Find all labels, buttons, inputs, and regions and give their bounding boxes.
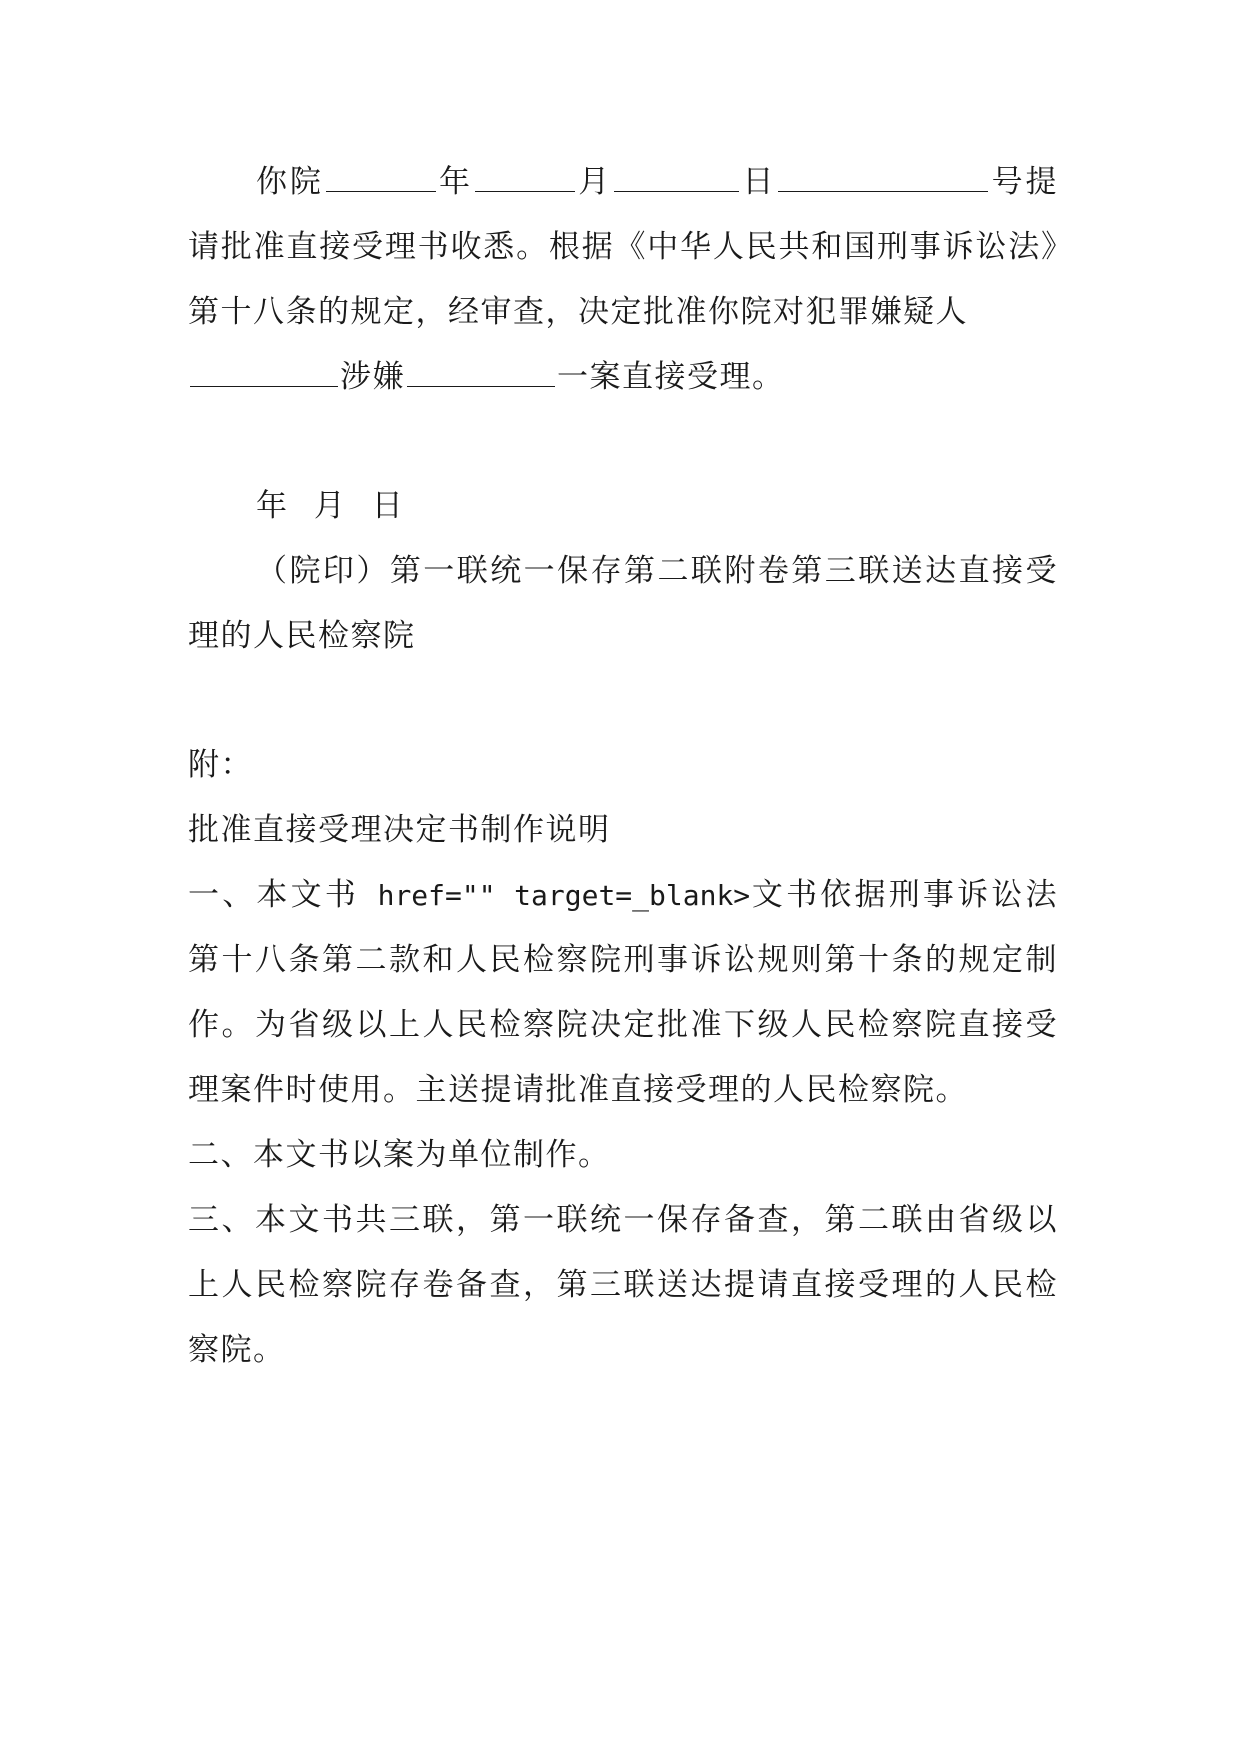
document-page (188, 150, 1058, 1383)
text-year: 年 (437, 164, 473, 200)
text-suspected-of: 涉嫌 (340, 359, 405, 395)
appendix-item-1-rest: 文书依据刑事诉讼法第十八条第二款和人民检察院刑事诉讼规则第十条的规定制作。为省级以上人民检察院决定批准下级人民检察院直接受理案件时使用。主送提请批准直接受理的人民检察院。 (188, 877, 1059, 1108)
appendix-item-3: 三、本文书共三联，第一联统一保存备查，第二联由省级以上人民检察院存卷备查，第三联送达提请直接受理的人民检察院。 (188, 1202, 1058, 1368)
spacer (188, 669, 1058, 733)
blank-year (326, 157, 436, 192)
body-paragraph-1 (188, 150, 1058, 410)
text-day: 日 (741, 164, 777, 200)
text-request-received: 号提请批准直接受理书收悉。根据《中华人民共和国刑事诉讼法》第十八条的规定，经审查，决定批准你院对犯罪嫌疑人 (188, 164, 1059, 330)
appendix-item-1-code: href="" target=_blank> (359, 879, 751, 912)
date-line: 年 月 日 (256, 488, 405, 524)
appendix-label: 附： (188, 747, 253, 783)
blank-month (475, 157, 575, 192)
appendix-title: 批准直接受理决定书制作说明 (188, 812, 611, 848)
text-accept-case: 一案直接受理。 (557, 359, 785, 395)
appendix-item-1-start: 一、本文书 (188, 877, 360, 913)
stamp-line: （院印）第一联统一保存第二联附卷第三联送达直接受理的人民检察院 (188, 553, 1058, 654)
appendix-item-1 (188, 863, 1058, 1123)
blank-charge (407, 352, 555, 387)
blank-day (614, 157, 739, 192)
appendix-item-2: 二、本文书以案为单位制作。 (188, 1137, 611, 1173)
text-your-court: 你院 (256, 164, 324, 200)
spacer (188, 410, 1058, 474)
blank-suspect-name (190, 352, 338, 387)
blank-number (778, 157, 988, 192)
text-month: 月 (576, 164, 613, 200)
